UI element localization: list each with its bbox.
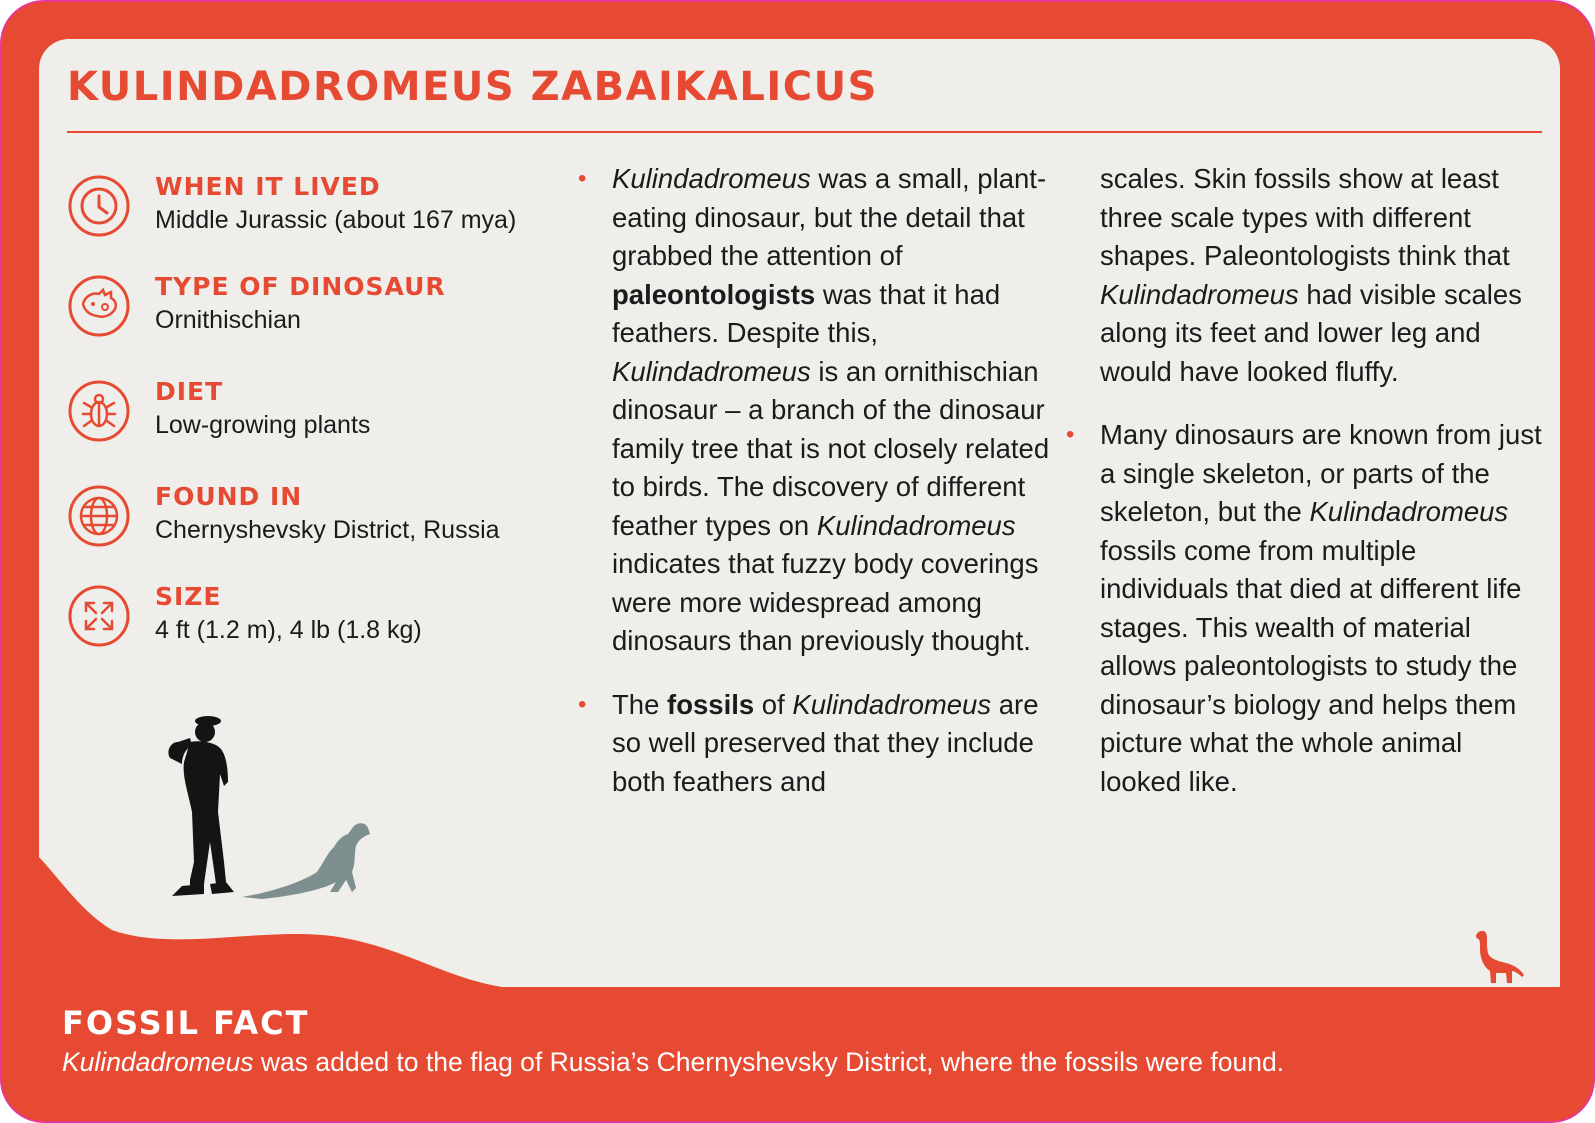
fact-label: TYPE OF DINOSAUR — [155, 272, 446, 301]
fact-diet — [67, 377, 567, 447]
expand-arrows-icon — [67, 584, 131, 648]
title-divider — [67, 131, 1542, 133]
size-comparison-silhouettes — [142, 712, 382, 912]
human-silhouette — [168, 716, 234, 896]
species-name: Kulindadromeus — [816, 509, 1016, 541]
fact-value: Middle Jurassic (about 167 mya) — [155, 206, 517, 234]
kulindadromeus-silhouette — [242, 823, 370, 899]
text-run: Many dinosaurs are known from just a single skeleton, or parts of the skeleton, but the — [1100, 419, 1542, 527]
text-run: scales. Skin fossils show at least three scale types with different shapes. Paleontologists think that — [1100, 163, 1510, 271]
clock-icon — [67, 174, 131, 238]
paragraph-2-continued — [1100, 160, 1545, 391]
species-name: Kulindadromeus — [612, 355, 811, 387]
text-run: had visible scales along its feet and lower leg and would have looked fluffy. — [1100, 278, 1522, 387]
fact-label: WHEN IT LIVED — [155, 172, 381, 201]
body-text-column-2 — [1100, 160, 1545, 826]
fact-label: FOUND IN — [155, 482, 303, 511]
text-run: was a small, plant-eating dinosaur, but the detail that grabbed the attention of — [612, 163, 1047, 271]
fact-found-in — [67, 482, 567, 552]
fact-value: 4 ft (1.2 m), 4 lb (1.8 kg) — [155, 616, 422, 644]
fossil-fact-text — [62, 1047, 1522, 1078]
text-run: is an ornithischian dinosaur – a branch of the dinosaur family tree that is not closely related to birds. The discovery of different feather types on — [612, 355, 1050, 541]
globe-icon — [67, 484, 131, 548]
fact-value: Ornithischian — [155, 306, 301, 334]
fact-label: SIZE — [155, 582, 222, 611]
fact-value: Chernyshevsky District, Russia — [155, 516, 500, 544]
fossil-fact-heading: FOSSIL FACT — [62, 1004, 310, 1042]
body-text-column-1 — [612, 160, 1052, 826]
fact-type-of-dinosaur — [67, 272, 567, 342]
text-run: are so well preserved that they include both feathers and — [612, 688, 1039, 797]
text-run: was added to the flag of Russia’s Chernyshevsky District, where the fossils were found. — [253, 1047, 1285, 1077]
species-name: Kulindadromeus — [1100, 278, 1299, 310]
highlight-term: paleontologists — [612, 278, 816, 310]
text-run: indicates that fuzzy body coverings were more widespread among dinosaurs than previously thought. — [612, 548, 1039, 656]
fact-value: Low-growing plants — [155, 411, 371, 439]
fact-size — [67, 582, 567, 652]
species-name: Kulindadromeus — [1309, 496, 1509, 527]
dinosaur-head-icon — [67, 274, 131, 338]
card-title: KULINDADROMEUS ZABAIKALICUS — [67, 64, 878, 110]
text-run: of — [754, 688, 793, 720]
sauropod-logo-icon — [1472, 927, 1528, 985]
species-name: Kulindadromeus — [612, 163, 811, 194]
text-run: The — [612, 688, 668, 720]
species-name: Kulindadromeus — [792, 688, 992, 720]
text-run: fossils come from multiple individuals that died at different life stages. This wealth of material allows paleontologists to study the dinosaur’s biology and helps them picture what the whole animal looked like. — [1100, 534, 1522, 797]
fact-when-it-lived — [67, 172, 567, 242]
species-name: Kulindadromeus — [62, 1047, 254, 1077]
bullet-paragraph-1 — [612, 160, 1052, 661]
text-run: was that it had feathers. Despite this, — [612, 278, 1001, 348]
fact-label: DIET — [155, 377, 224, 406]
highlight-term: fossils — [667, 688, 755, 720]
bug-icon — [67, 379, 131, 443]
bullet-paragraph-3 — [1100, 416, 1545, 801]
bullet-paragraph-2 — [612, 686, 1052, 802]
